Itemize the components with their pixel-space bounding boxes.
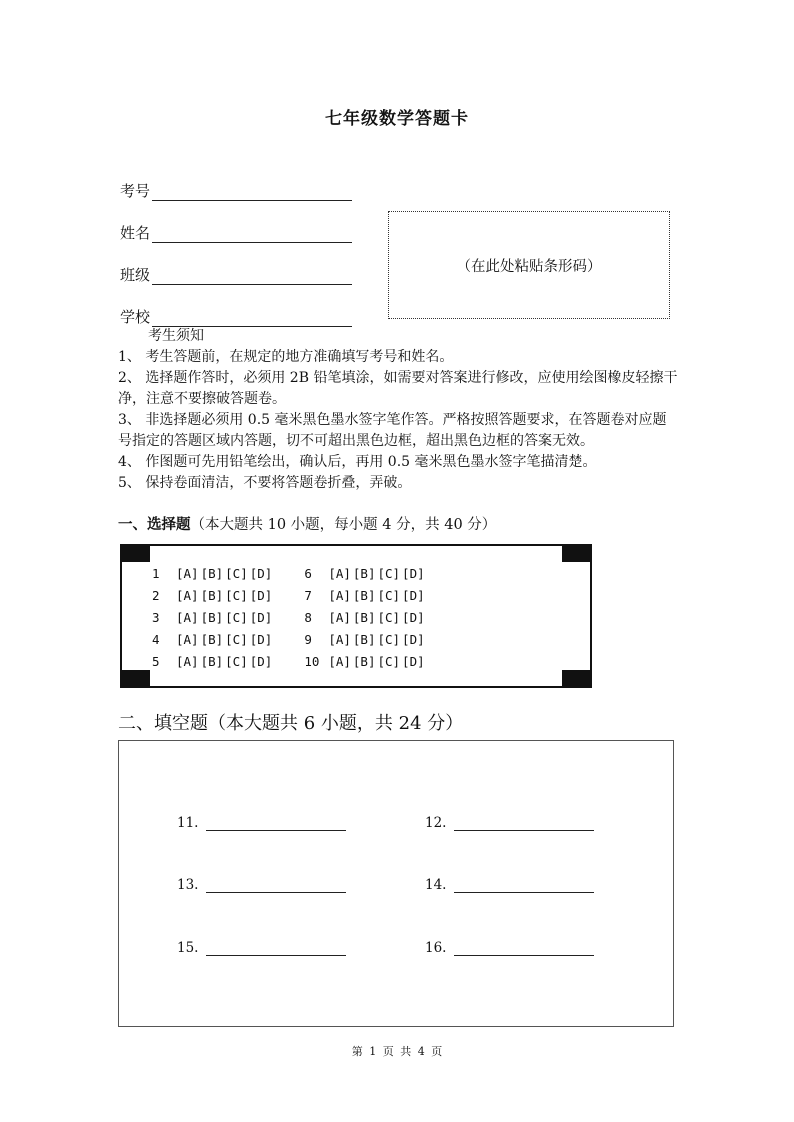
answer-bubble[interactable]: [B] — [352, 653, 376, 669]
field-label: 学校 — [120, 308, 151, 326]
blank-14[interactable] — [425, 877, 594, 893]
answer-bubble[interactable]: [B] — [352, 587, 376, 603]
question-number: 3 — [152, 609, 160, 625]
field-label: 考号 — [120, 182, 151, 200]
class-line[interactable] — [152, 270, 352, 285]
answer-bubble[interactable]: [D] — [249, 587, 273, 603]
answer-bubble[interactable]: [C] — [377, 609, 401, 625]
answer-bubble[interactable]: [D] — [249, 609, 273, 625]
answer-bubble[interactable]: [D] — [249, 653, 273, 669]
answer-bubble[interactable]: [C] — [225, 587, 248, 603]
answer-bubble[interactable]: [A] — [328, 565, 351, 581]
question-number: 5 — [152, 653, 160, 669]
section2-heading: 二、填空题（本大题共 6 小题，共 24 分） — [118, 713, 464, 734]
corner-mark — [122, 670, 150, 686]
name-field[interactable] — [120, 222, 352, 243]
mc-rows — [152, 562, 427, 672]
answer-bubble[interactable]: [C] — [225, 653, 248, 669]
answer-bubble[interactable]: [B] — [200, 587, 224, 603]
blank-number: 13. — [177, 877, 199, 893]
blank-number: 11. — [177, 815, 199, 831]
question-number: 6 — [304, 565, 312, 581]
mc-row — [152, 606, 427, 628]
barcode-area — [388, 211, 670, 319]
answer-bubble[interactable]: [D] — [402, 653, 425, 669]
answer-line[interactable] — [454, 943, 594, 956]
answer-line[interactable] — [206, 943, 346, 956]
blank-number: 14. — [425, 877, 447, 893]
answer-bubble[interactable]: [C] — [377, 587, 401, 603]
mc-question — [304, 632, 426, 647]
corner-mark — [562, 546, 590, 562]
answer-line[interactable] — [206, 818, 346, 831]
section1-label: 一、选择题 — [118, 516, 191, 533]
answer-bubble[interactable]: [C] — [377, 653, 401, 669]
answer-bubble[interactable]: [D] — [249, 631, 273, 647]
question-number: 2 — [152, 587, 160, 603]
answer-bubble[interactable]: [C] — [377, 631, 401, 647]
notice-item: 1、 考生答题前，在规定的地方准确填写考号和姓名。 — [118, 349, 454, 365]
section1-heading — [118, 513, 496, 534]
blank-number: 15. — [177, 940, 199, 956]
question-number: 7 — [304, 587, 312, 603]
page-footer: 第 1 页 共 4 页 — [351, 1045, 443, 1058]
answer-bubble[interactable]: [D] — [402, 587, 425, 603]
answer-bubble[interactable]: [B] — [200, 565, 224, 581]
mc-question — [152, 654, 274, 669]
mc-row — [152, 562, 427, 584]
mc-question — [152, 632, 274, 647]
mc-question — [152, 588, 274, 603]
answer-bubble[interactable]: [D] — [402, 565, 425, 581]
notice-item: 5、 保持卷面清洁，不要将答题卷折叠，弄破。 — [118, 475, 412, 491]
question-number: 1 — [152, 565, 160, 581]
barcode-label: （在此处粘贴条形码） — [456, 258, 602, 275]
mc-question — [304, 588, 426, 603]
answer-bubble[interactable]: [A] — [176, 631, 199, 647]
answer-bubble[interactable]: [A] — [176, 587, 199, 603]
answer-bubble[interactable]: [B] — [200, 609, 224, 625]
question-number: 8 — [304, 609, 312, 625]
answer-bubble[interactable]: [A] — [328, 587, 351, 603]
name-line[interactable] — [152, 228, 352, 243]
answer-bubble[interactable]: [A] — [328, 653, 351, 669]
answer-bubble[interactable]: [B] — [352, 609, 376, 625]
question-number: 10 — [304, 653, 320, 669]
blank-15[interactable] — [177, 940, 346, 956]
answer-bubble[interactable]: [D] — [402, 631, 425, 647]
mc-row — [152, 650, 427, 672]
answer-bubble[interactable]: [B] — [200, 653, 224, 669]
answer-bubble[interactable]: [B] — [352, 631, 376, 647]
answer-line[interactable] — [454, 880, 594, 893]
blank-12[interactable] — [425, 815, 594, 831]
question-number: 9 — [304, 631, 312, 647]
notice-item: 2、 选择题作答时，必须用 2B 铅笔填涂，如需要对答案进行修改，应使用绘图橡皮轻擦干净，注意不要擦破答题卷。 — [118, 370, 678, 407]
mc-row — [152, 584, 427, 606]
answer-bubble[interactable]: [C] — [225, 609, 248, 625]
answer-bubble[interactable]: [A] — [176, 609, 199, 625]
page-title: 七年级数学答题卡 — [325, 109, 469, 129]
answer-bubble[interactable]: [B] — [352, 565, 376, 581]
blank-number: 16. — [425, 940, 447, 956]
blank-13[interactable] — [177, 877, 346, 893]
question-number: 4 — [152, 631, 160, 647]
corner-mark — [562, 670, 590, 686]
answer-bubble[interactable]: [C] — [225, 565, 248, 581]
blank-16[interactable] — [425, 940, 594, 956]
answer-bubble[interactable]: [D] — [249, 565, 273, 581]
blank-number: 12. — [425, 815, 447, 831]
exam-notice — [118, 326, 678, 494]
answer-bubble[interactable]: [A] — [328, 609, 351, 625]
mc-question — [304, 654, 426, 669]
exam-number-line[interactable] — [152, 186, 352, 201]
mc-question — [152, 566, 274, 581]
answer-bubble[interactable]: [D] — [402, 609, 425, 625]
fill-in-area — [118, 740, 674, 1027]
answer-bubble[interactable]: [C] — [225, 631, 248, 647]
corner-mark — [122, 546, 150, 562]
multiple-choice-grid — [120, 544, 592, 688]
mc-question — [304, 610, 426, 625]
school-field[interactable] — [120, 306, 352, 327]
mc-question — [152, 610, 274, 625]
notice-heading: 考生须知 — [148, 328, 204, 344]
answer-bubble[interactable]: [A] — [176, 653, 199, 669]
field-label: 姓名 — [120, 224, 151, 242]
blank-11[interactable] — [177, 815, 346, 831]
exam-number-field[interactable] — [120, 180, 352, 201]
notice-item: 4、 作图题可先用铅笔绘出，确认后，再用 0.5 毫米黑色墨水签字笔描清楚。 — [118, 454, 597, 470]
class-field[interactable] — [120, 264, 352, 285]
mc-question — [304, 566, 426, 581]
section1-desc: （本大题共 10 小题，每小题 4 分，共 40 分） — [190, 517, 497, 533]
answer-bubble[interactable]: [A] — [328, 631, 351, 647]
answer-bubble[interactable]: [B] — [200, 631, 224, 647]
mc-row — [152, 628, 427, 650]
answer-bubble[interactable]: [A] — [176, 565, 199, 581]
answer-bubble[interactable]: [C] — [377, 565, 401, 581]
notice-item: 3、 非选择题必须用 0.5 毫米黑色墨水签字笔作答。严格按照答题要求，在答题卷对应题号指定的答题区域内答题，切不可超出黑色边框，超出黑色边框的答案无效。 — [118, 412, 667, 449]
answer-line[interactable] — [454, 818, 594, 831]
field-label: 班级 — [120, 266, 151, 284]
answer-line[interactable] — [206, 880, 346, 893]
school-line[interactable] — [152, 312, 352, 327]
